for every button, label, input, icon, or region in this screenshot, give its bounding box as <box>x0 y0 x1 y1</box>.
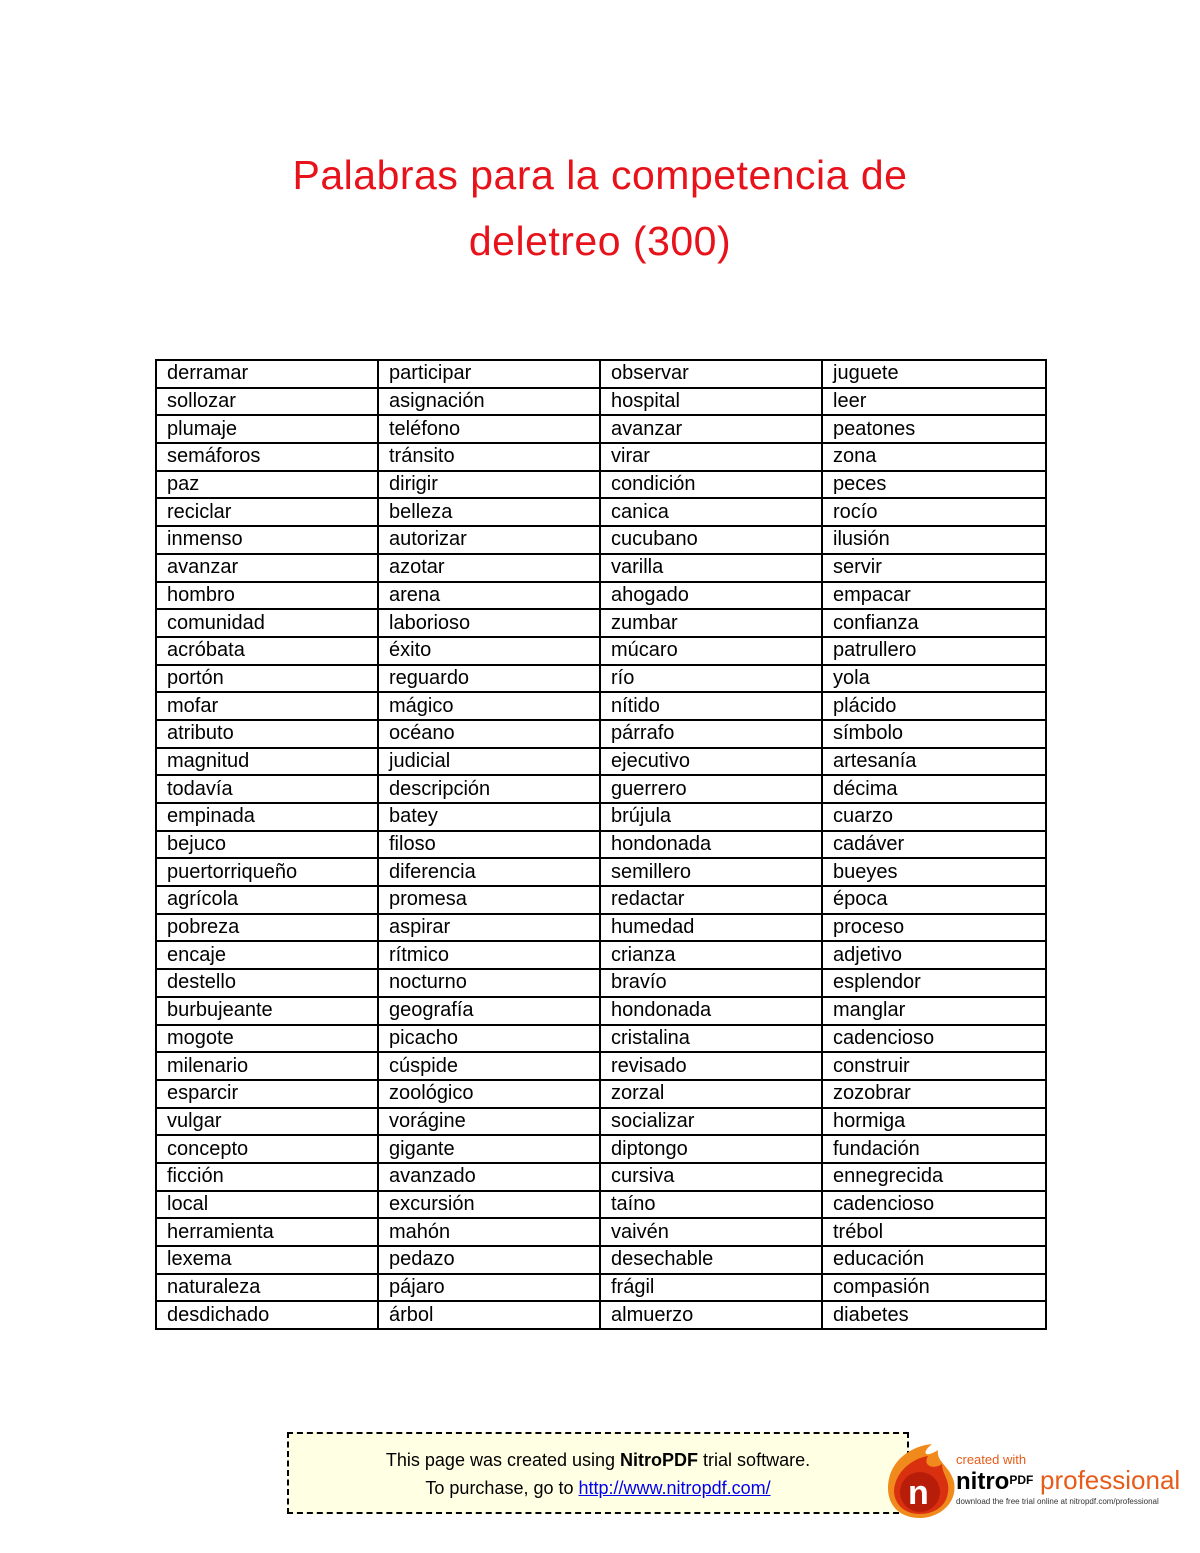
word-cell: bravío <box>600 969 822 997</box>
word-cell: fundación <box>822 1135 1046 1163</box>
word-cell: hondonada <box>600 997 822 1025</box>
table-row <box>156 1301 1046 1329</box>
word-cell: lexema <box>156 1246 378 1274</box>
word-cell: plumaje <box>156 415 378 443</box>
word-cell: bueyes <box>822 858 1046 886</box>
table-row <box>156 1025 1046 1053</box>
word-cell: agrícola <box>156 886 378 914</box>
word-cell: picacho <box>378 1025 600 1053</box>
table-row <box>156 1135 1046 1163</box>
word-cell: leer <box>822 388 1046 416</box>
table-row <box>156 941 1046 969</box>
word-cell: semillero <box>600 858 822 886</box>
word-cell: artesanía <box>822 748 1046 776</box>
word-cell: juguete <box>822 360 1046 388</box>
word-cell: concepto <box>156 1135 378 1163</box>
word-cell: vaivén <box>600 1218 822 1246</box>
word-cell: herramienta <box>156 1218 378 1246</box>
word-cell: cúspide <box>378 1052 600 1080</box>
table-row <box>156 360 1046 388</box>
word-cell: guerrero <box>600 775 822 803</box>
word-cell: avanzar <box>600 415 822 443</box>
table-row <box>156 1080 1046 1108</box>
word-cell: zona <box>822 443 1046 471</box>
word-cell: pedazo <box>378 1246 600 1274</box>
page-title <box>0 142 1200 274</box>
table-row <box>156 526 1046 554</box>
word-cell: frágil <box>600 1274 822 1302</box>
word-cell: mahón <box>378 1218 600 1246</box>
word-cell: cursiva <box>600 1163 822 1191</box>
word-cell: batey <box>378 803 600 831</box>
word-cell: trébol <box>822 1218 1046 1246</box>
word-cell: avanzar <box>156 554 378 582</box>
word-cell: local <box>156 1191 378 1219</box>
word-cell: cristalina <box>600 1025 822 1053</box>
word-cell: excursión <box>378 1191 600 1219</box>
word-cell: teléfono <box>378 415 600 443</box>
table-row <box>156 554 1046 582</box>
word-cell: pájaro <box>378 1274 600 1302</box>
word-cell: puertorriqueño <box>156 858 378 886</box>
word-cell: laborioso <box>378 609 600 637</box>
word-cell: comunidad <box>156 609 378 637</box>
word-cell: judicial <box>378 748 600 776</box>
word-cell: cuarzo <box>822 803 1046 831</box>
notice-line-1-prefix: This page was created using <box>385 1450 621 1470</box>
word-cell: diferencia <box>378 858 600 886</box>
table-row <box>156 886 1046 914</box>
word-cell: naturaleza <box>156 1274 378 1302</box>
word-cell: reguardo <box>378 665 600 693</box>
word-cell: tránsito <box>378 443 600 471</box>
word-cell: empacar <box>822 582 1046 610</box>
table-row <box>156 1163 1046 1191</box>
table-row <box>156 692 1046 720</box>
word-cell: todavía <box>156 775 378 803</box>
logo-text <box>956 1452 1196 1506</box>
word-cell: cadencioso <box>822 1025 1046 1053</box>
word-cell: cadáver <box>822 831 1046 859</box>
word-cell: décima <box>822 775 1046 803</box>
logo-brand-name: nitro <box>956 1468 1010 1495</box>
word-cell: asignación <box>378 388 600 416</box>
word-cell: múcaro <box>600 637 822 665</box>
word-cell: yola <box>822 665 1046 693</box>
word-cell: cucubano <box>600 526 822 554</box>
title-line-2: deletreo (300) <box>468 218 732 264</box>
table-row <box>156 609 1046 637</box>
word-cell: hospital <box>600 388 822 416</box>
trial-notice-box <box>287 1432 909 1514</box>
table-row <box>156 1108 1046 1136</box>
notice-brand: NitroPDF <box>620 1450 699 1470</box>
notice-line-2-prefix: To purchase, go to <box>425 1478 579 1498</box>
word-cell: almuerzo <box>600 1301 822 1329</box>
word-cell: acróbata <box>156 637 378 665</box>
word-cell: párrafo <box>600 720 822 748</box>
word-cell: destello <box>156 969 378 997</box>
table-row <box>156 997 1046 1025</box>
table-row <box>156 498 1046 526</box>
notice-line-2 <box>289 1474 907 1502</box>
word-cell: observar <box>600 360 822 388</box>
word-cell: vulgar <box>156 1108 378 1136</box>
word-cell: gigante <box>378 1135 600 1163</box>
table-row <box>156 803 1046 831</box>
word-cell: descripción <box>378 775 600 803</box>
word-cell: zumbar <box>600 609 822 637</box>
word-cell: confianza <box>822 609 1046 637</box>
title-line-1: Palabras para la competencia de <box>292 152 908 198</box>
word-cell: desdichado <box>156 1301 378 1329</box>
table-row <box>156 969 1046 997</box>
word-cell: sollozar <box>156 388 378 416</box>
table-row <box>156 1218 1046 1246</box>
word-cell: nítido <box>600 692 822 720</box>
table-row <box>156 665 1046 693</box>
word-cell: hondonada <box>600 831 822 859</box>
word-table <box>155 359 1047 1330</box>
word-cell: peatones <box>822 415 1046 443</box>
word-cell: semáforos <box>156 443 378 471</box>
word-cell: hombro <box>156 582 378 610</box>
word-cell: esparcir <box>156 1080 378 1108</box>
word-cell: reciclar <box>156 498 378 526</box>
word-cell: proceso <box>822 914 1046 942</box>
word-cell: derramar <box>156 360 378 388</box>
word-cell: redactar <box>600 886 822 914</box>
table-row <box>156 748 1046 776</box>
table-row <box>156 1246 1046 1274</box>
word-cell: zozobrar <box>822 1080 1046 1108</box>
word-cell: encaje <box>156 941 378 969</box>
word-cell: manglar <box>822 997 1046 1025</box>
word-cell: educación <box>822 1246 1046 1274</box>
notice-line-1 <box>289 1446 907 1474</box>
table-row <box>156 388 1046 416</box>
word-cell: revisado <box>600 1052 822 1080</box>
word-cell: nocturno <box>378 969 600 997</box>
word-cell: mofar <box>156 692 378 720</box>
word-cell: construir <box>822 1052 1046 1080</box>
word-cell: condición <box>600 471 822 499</box>
word-cell: humedad <box>600 914 822 942</box>
word-cell: promesa <box>378 886 600 914</box>
word-cell: socializar <box>600 1108 822 1136</box>
word-cell: bejuco <box>156 831 378 859</box>
word-cell: varilla <box>600 554 822 582</box>
word-cell: compasión <box>822 1274 1046 1302</box>
table-row <box>156 471 1046 499</box>
word-cell: símbolo <box>822 720 1046 748</box>
word-cell: aspirar <box>378 914 600 942</box>
word-cell: época <box>822 886 1046 914</box>
word-cell: desechable <box>600 1246 822 1274</box>
word-cell: rítmico <box>378 941 600 969</box>
word-cell: cadencioso <box>822 1191 1046 1219</box>
word-cell: azotar <box>378 554 600 582</box>
logo-brand-sup: PDF <box>1009 1473 1034 1487</box>
word-table-body <box>156 360 1046 1329</box>
word-cell: virar <box>600 443 822 471</box>
word-cell: dirigir <box>378 471 600 499</box>
logo-tagline: download the free trial online at nitropdf.com/professional <box>956 1497 1159 1506</box>
word-cell: avanzado <box>378 1163 600 1191</box>
word-cell: mogote <box>156 1025 378 1053</box>
logo-brand <box>956 1467 1196 1495</box>
logo-edition: professional <box>1040 1465 1181 1495</box>
word-cell: peces <box>822 471 1046 499</box>
table-row <box>156 415 1046 443</box>
word-cell: portón <box>156 665 378 693</box>
word-cell: pobreza <box>156 914 378 942</box>
word-cell: ahogado <box>600 582 822 610</box>
word-cell: geografía <box>378 997 600 1025</box>
nitropdf-link[interactable]: http://www.nitropdf.com/ <box>578 1478 771 1498</box>
word-cell: crianza <box>600 941 822 969</box>
table-row <box>156 775 1046 803</box>
word-cell: ilusión <box>822 526 1046 554</box>
word-cell: zorzal <box>600 1080 822 1108</box>
word-cell: atributo <box>156 720 378 748</box>
word-cell: inmenso <box>156 526 378 554</box>
word-cell: adjetivo <box>822 941 1046 969</box>
word-cell: mágico <box>378 692 600 720</box>
logo-badge-letter: n <box>908 1474 929 1512</box>
word-cell: diabetes <box>822 1301 1046 1329</box>
word-cell: vorágine <box>378 1108 600 1136</box>
word-cell: autorizar <box>378 526 600 554</box>
logo-created-with: created with <box>956 1452 1027 1467</box>
table-row <box>156 858 1046 886</box>
table-row <box>156 582 1046 610</box>
word-cell: ennegrecida <box>822 1163 1046 1191</box>
word-cell: océano <box>378 720 600 748</box>
table-row <box>156 1274 1046 1302</box>
word-cell: burbujeante <box>156 997 378 1025</box>
word-cell: rocío <box>822 498 1046 526</box>
word-cell: árbol <box>378 1301 600 1329</box>
word-cell: río <box>600 665 822 693</box>
word-cell: participar <box>378 360 600 388</box>
word-cell: ficción <box>156 1163 378 1191</box>
word-cell: filoso <box>378 831 600 859</box>
word-cell: hormiga <box>822 1108 1046 1136</box>
word-cell: brújula <box>600 803 822 831</box>
table-row <box>156 637 1046 665</box>
table-row <box>156 914 1046 942</box>
word-cell: ejecutivo <box>600 748 822 776</box>
word-cell: paz <box>156 471 378 499</box>
word-cell: belleza <box>378 498 600 526</box>
word-cell: patrullero <box>822 637 1046 665</box>
word-cell: esplendor <box>822 969 1046 997</box>
word-cell: plácido <box>822 692 1046 720</box>
table-row <box>156 1191 1046 1219</box>
word-cell: diptongo <box>600 1135 822 1163</box>
word-cell: canica <box>600 498 822 526</box>
table-row <box>156 831 1046 859</box>
word-cell: magnitud <box>156 748 378 776</box>
word-cell: arena <box>378 582 600 610</box>
notice-line-1-suffix: trial software. <box>698 1450 811 1470</box>
word-cell: éxito <box>378 637 600 665</box>
word-cell: zoológico <box>378 1080 600 1108</box>
word-cell: servir <box>822 554 1046 582</box>
word-cell: empinada <box>156 803 378 831</box>
word-cell: taíno <box>600 1191 822 1219</box>
table-row <box>156 720 1046 748</box>
word-cell: milenario <box>156 1052 378 1080</box>
table-row <box>156 1052 1046 1080</box>
table-row <box>156 443 1046 471</box>
